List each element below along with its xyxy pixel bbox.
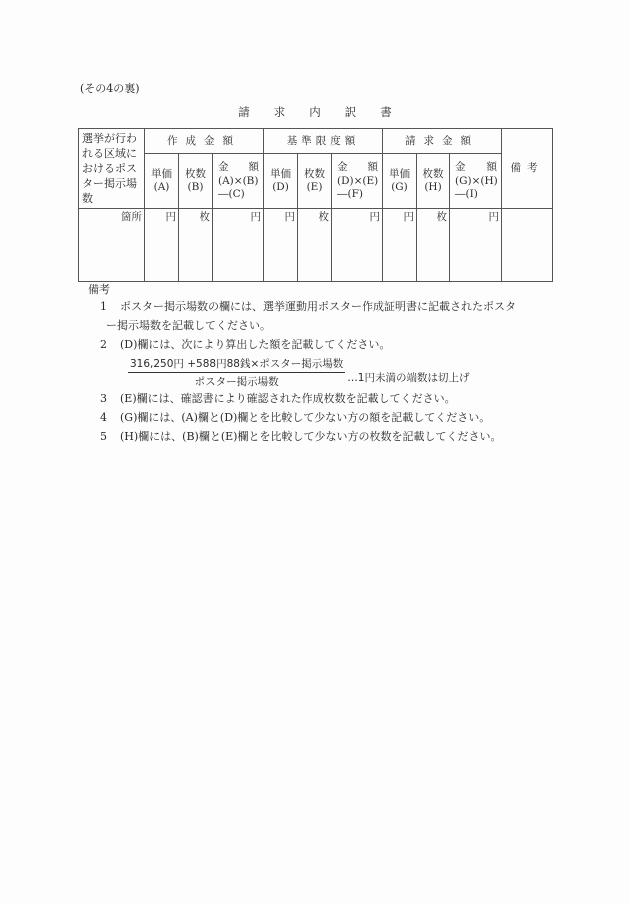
unit-price-d-header: 単価 (D): [264, 154, 298, 209]
invoice-breakdown-table: [78, 128, 553, 282]
title-char: 訳: [344, 105, 357, 119]
formula-numerator: 316,250円 +588円88銭×ポスター掲示場数: [128, 356, 345, 373]
remarks-header: 備考: [502, 129, 553, 209]
note-item-3: 3 (E)欄には、確認書により確認された作成枚数を記載してください。: [100, 392, 456, 405]
amount-f-cell[interactable]: 円: [332, 209, 383, 282]
poster-site-count-cell[interactable]: 箇所: [79, 209, 145, 282]
count-b-cell[interactable]: 枚: [179, 209, 213, 282]
note-item-2: 2 (D)欄には、次により算出した額を記載してください。: [100, 338, 391, 351]
count-h-header: 枚数 (H): [417, 154, 450, 209]
note-item-1-continued: ー掲示場数を記載してください。: [106, 319, 271, 332]
note-item-1: 1 ポスター掲示場数の欄には、選挙運動用ポスター作成証明書に記載されたポスタ: [100, 300, 516, 313]
notes-heading: 備考: [88, 283, 110, 296]
unit-price-a-cell[interactable]: 円: [145, 209, 179, 282]
amount-i-cell[interactable]: 円: [450, 209, 502, 282]
count-e-cell[interactable]: 枚: [298, 209, 332, 282]
poster-site-count-header: 選挙が行われる区域におけるポスター掲示場数: [79, 129, 145, 209]
group-header-claim-amount: 請求金額: [383, 129, 502, 154]
calculation-formula: [128, 356, 469, 389]
formula-rounding-note: …1円未満の端数は切上げ: [347, 372, 470, 384]
form-caption: (その4の裏): [80, 82, 140, 95]
title-char: 請: [238, 105, 250, 119]
count-e-header: 枚数 (E): [298, 154, 332, 209]
document-title: [0, 104, 630, 120]
unit-price-g-header: 単価 (G): [383, 154, 417, 209]
title-char: 書: [380, 105, 392, 119]
formula-denominator: ポスター掲示場数: [194, 376, 279, 388]
note-item-4: 4 (G)欄には、(A)欄と(D)欄とを比較して少ない方の額を記載してください。: [100, 411, 491, 424]
count-b-header: 枚数 (B): [179, 154, 213, 209]
group-header-standard-limit: 基準限度額: [264, 129, 383, 154]
unit-price-g-cell[interactable]: 円: [383, 209, 417, 282]
remarks-cell[interactable]: [502, 209, 553, 282]
amount-c-header: 金 額 (A)×(B) ―(C): [213, 154, 264, 209]
title-char: 求: [273, 105, 286, 119]
group-header-creation-amount: 作成金額: [145, 129, 264, 154]
note-item-5: 5 (H)欄には、(B)欄と(E)欄とを比較して少ない方の枚数を記載してください。: [100, 430, 502, 443]
amount-f-header: 金 額 (D)×(E) ―(F): [332, 154, 383, 209]
count-h-cell[interactable]: 枚: [417, 209, 450, 282]
formula-fraction: [128, 356, 345, 389]
title-char: 内: [309, 105, 321, 119]
unit-price-a-header: 単価 (A): [145, 154, 179, 209]
amount-c-cell[interactable]: 円: [213, 209, 264, 282]
unit-price-d-cell[interactable]: 円: [264, 209, 298, 282]
amount-i-header: 金 額 (G)×(H) ―(I): [450, 154, 502, 209]
